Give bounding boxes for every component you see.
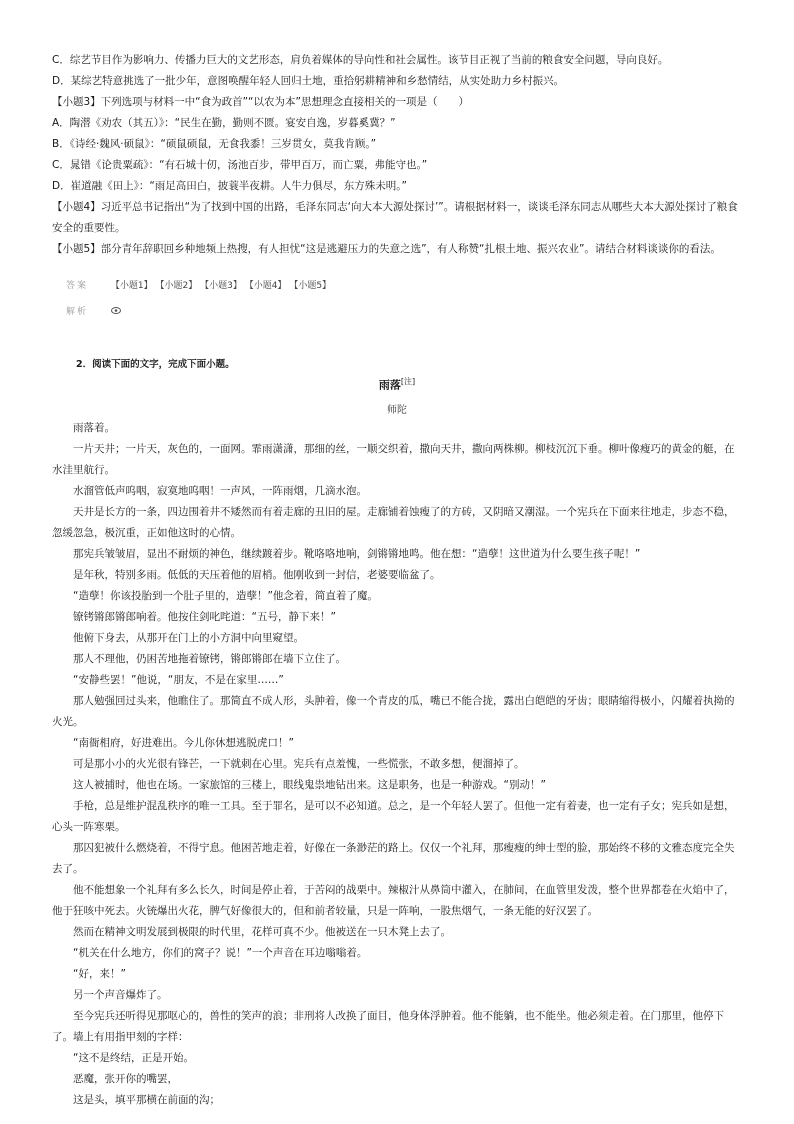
passage-paragraph: “造孽！你该投胎到一个肚子里的，造孽！”他念着，简直着了魔。 [73,590,378,602]
option-line: B．《诗经·魏风·硕鼠》：“硕鼠硕鼠，无食我黍！三岁贯女，莫我肯顾。” [52,138,377,150]
option-line: D．某综艺特意挑选了一批少年，意图唤醒年轻人回归土地，重拾躬耕精神和乡愁情结，从实处助力乡村振兴。 [52,75,565,87]
passage-paragraph: “好，来！” [73,968,126,980]
passage-paragraph: 这是头，填平那横在前面的沟； [73,1094,220,1106]
passage-paragraph: 他不能想象一个礼拜有多么长久，时间是停止着，于苦闷的战栗中。辣椒汁从鼻筒中灌入，在肺间，在血管里发泼，整个世界都卷在火焰中了，他于狂咳中死去。火铳爆出火花，脾气好像很大的，但和前者较量，只是一阵响，一股焦烟气，一条无能的好汉罢了。 [52,884,735,917]
analysis-label: 解析 [66,307,89,317]
passage-body [52,418,742,1111]
passage-paragraph: 手枪，总是维护混乱秩序的唯一工具。至于罪名，是可以不必知道。总之，是一个年轻人罢了。但他一定有着妻，也一定有子女；宪兵如是想，心头一阵寒栗。 [52,800,735,833]
passage-paragraph: 是年秋，特别多雨。低低的天压着他的眉梢。他刚收到一封信，老婆要临盆了。 [73,569,441,581]
passage-author: 师陀 [387,405,407,416]
answer-item: 【小题4】 [244,281,287,291]
option-line: A．陶潜《劝农（其五）》：“民生在勤，勤则不匮。宴安自逸，岁暮奚冀？” [52,117,396,129]
passage-paragraph: 水溜管低声呜咽，寂寞地呜咽！一声风，一阵雨烟，几滴水泡。 [73,485,367,497]
answer-label: 答案 [66,281,89,291]
passage-paragraph: 这人被捕时，他也在场。一家旅馆的三楼上，眼线鬼祟地钻出来。这是职务，也是一种游戏。“别动！” [73,779,546,791]
passage-paragraph: “安静些罢！”他说，“朋友，不是在家里……” [73,674,284,686]
passage-title [0,376,794,393]
answer-row [66,278,331,291]
passage-paragraph: 一片天井；一片天，灰色的，一面网。霏雨潇潇，那细的丝，一顺交织着，撒向天井，撒向两株柳。柳枝沉沉下垂。柳叶像瘦巧的黄金的艇，在水洼里航行。 [52,443,735,476]
passage-paragraph: 镣铐锵郎锵郎响着。他按住剑叱咤道：“五号，静下来！” [73,611,336,623]
passage-paragraph: 雨落着。 [73,422,115,434]
option-line: D．崔道融《田上》：“雨足高田白，披蓑半夜耕。人牛力俱尽，东方殊未明。” [52,180,407,192]
analysis-row [66,304,121,317]
option-line: C．综艺节目作为影响力、传播力巨大的文艺形态，肩负着媒体的导向性和社会属性。该节目正视了当前的粮食安全问题，导向良好。 [52,54,669,66]
passage-paragraph: “这不是终结，正是开始。 [73,1052,194,1064]
passage-paragraph: “机关在什么地方，你们的窝子？说！”一个声音在耳边嗡嗡着。 [73,947,368,959]
passage-paragraph: 天井是长方的一条，四边围着井不矮然而有着走廊的丑旧的屋。走廊铺着蚀瘦了的方砖，又阴暗又潮湿。一个宪兵在下面来往地走，步态不稳，忽缓忽急，极沉重，正如他这时的心情。 [52,506,735,539]
passage-paragraph: 那人不理他，仍困苦地拖着镣铐，锵郎锵郎在墙下立住了。 [73,653,346,665]
passage-paragraph: “南衙相府，好进难出。今儿你休想逃脱虎口！” [73,737,294,749]
passage-paragraph: 他俯下身去，从那开在门上的小方洞中向里窥望。 [73,632,304,644]
passage-paragraph: 至今宪兵还听得见那呕心的，兽性的笑声的浪；非刑将人改换了面目，他身体浮肿着。他不能躺，也不能坐。他必须走着。在门那里，他停下了。墙上有用指甲刻的字样： [52,1010,724,1043]
passage-paragraph: 那宪兵皱皱眉，显出不耐烦的神色，继续踱着步。靴咯咯地响，剑锵锵地鸣。他在想：“造孽！这世道为什么要生孩子呢！” [73,548,641,560]
passage-paragraph: 那囚犯被什么燃烧着，不得宁息。他困苦地走着，好像在一条渺茫的路上。仅仅一个礼拜，那瘦瘦的绅士型的脸，那始终不移的文雅态度完全失去了。 [52,842,735,875]
title-note: [注] [400,377,416,386]
question-4: 【小题4】习近平总书记指出“为了找到中国的出路，毛泽东同志‘向大本大源处探讨’”。请根据材料一，谈谈毛泽东同志从哪些大本大源处探讨了粮食安全的重要性。 [52,201,738,234]
passage-paragraph: 那人勉强回过头来，他瞧住了。那简直不成人形，头肿着，像一个青皮的瓜，嘴已不能合拢，露出白皑皑的牙齿；眼睛缩得极小，闪耀着执拗的火光。 [52,695,735,728]
question-line: 【小题3】下列选项与材料一中“食为政首”“以农为本”思想理念直接相关的一项是（ ） [52,96,469,108]
answer-item: 【小题1】 [110,281,153,291]
answer-item: 【小题2】 [155,281,198,291]
title-text: 雨落 [378,378,401,392]
eye-icon[interactable] [111,307,121,317]
passage-paragraph: 然而在精神文明发展到极限的时代里，花样可真不少。他被送在一只木凳上去了。 [73,926,451,938]
question-block [52,50,742,260]
passage-paragraph: 可是那小小的火光很有锋芒，一下就刺在心里。宪兵有点羞愧，一些慌张，不敢多想，便溜掉了。 [73,758,525,770]
passage-paragraph: 恶魔，张开你的嘴罢， [73,1073,178,1085]
passage-paragraph: 另一个声音爆炸了。 [73,989,168,1001]
option-line: C．晁错《论贵粟疏》：“有石城十仞，汤池百步，带甲百万，而亡粟，弗能守也。” [52,159,428,171]
answer-item: 【小题5】 [289,281,332,291]
question-5: 【小题5】部分青年辞职回乡种地频上热搜，有人担忧“这是逃避压力的失意之选”，有人称赞“扎根土地、振兴农业”。请结合材料谈谈你的看法。 [52,243,721,255]
passage-instruction: 2．阅读下面的文字，完成下面小题。 [76,359,235,370]
answer-item: 【小题3】 [200,281,242,291]
